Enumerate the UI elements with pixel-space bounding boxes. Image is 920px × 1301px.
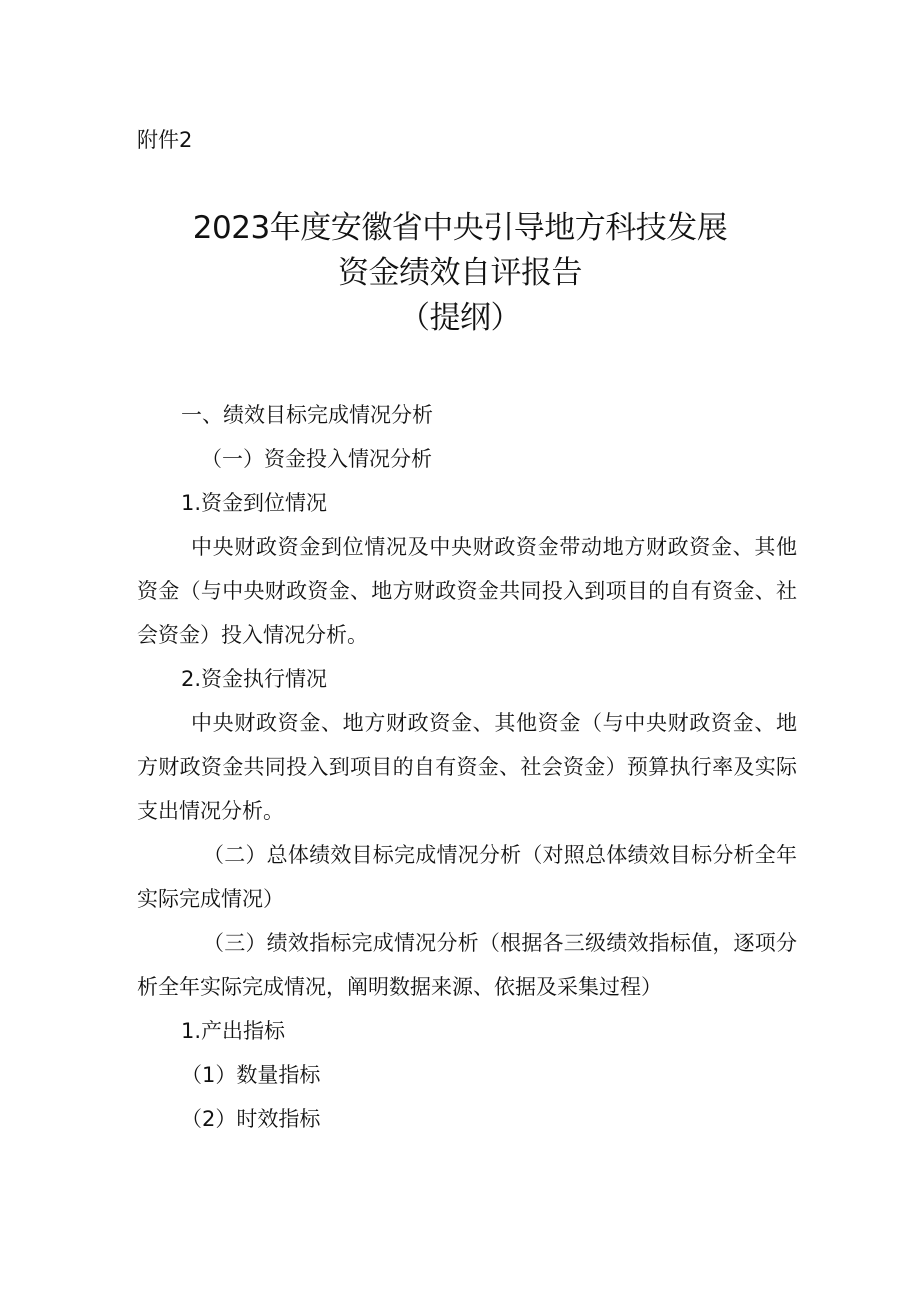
title-line-3: （提纲） xyxy=(399,300,521,336)
sub-item-quantity: （1）数量指标 xyxy=(181,1063,321,1087)
paragraph-funds-execution: 中央财政资金、地方财政资金、其他资金（与中央财政资金、地方财政资金共同投入到项目的自有资金、社会资金）预算执行率及实际支出情况分析。 xyxy=(137,711,797,823)
document-body xyxy=(137,393,797,1141)
title-line-1: 2023年度安徽省中央引导地方科技发展 xyxy=(192,210,728,246)
subsection-heading-1-2: （二）总体绩效目标完成情况分析（对照总体绩效目标分析全年实际完成情况） xyxy=(137,843,797,911)
attachment-label: 附件2 xyxy=(137,128,193,152)
item-heading-1-1-1: 1.资金到位情况 xyxy=(181,491,328,515)
item-heading-1-1-2: 2.资金执行情况 xyxy=(181,667,328,691)
document-title xyxy=(0,206,920,341)
paragraph-funds-in-place: 中央财政资金到位情况及中央财政资金带动地方财政资金、其他资金（与中央财政资金、地方财政资金共同投入到项目的自有资金、社会资金）投入情况分析。 xyxy=(137,535,797,647)
sub-item-timeliness: （2）时效指标 xyxy=(181,1107,321,1131)
subsection-heading-1-1: （一）资金投入情况分析 xyxy=(201,447,432,471)
item-heading-1-3-1: 1.产出指标 xyxy=(181,1019,286,1043)
subsection-heading-1-3: （三）绩效指标完成情况分析（根据各三级绩效指标值，逐项分析全年实际完成情况，阐明数据来源、依据及采集过程） xyxy=(137,931,797,999)
title-line-2: 资金绩效自评报告 xyxy=(338,255,582,291)
section-heading-1: 一、绩效目标完成情况分析 xyxy=(181,403,433,427)
